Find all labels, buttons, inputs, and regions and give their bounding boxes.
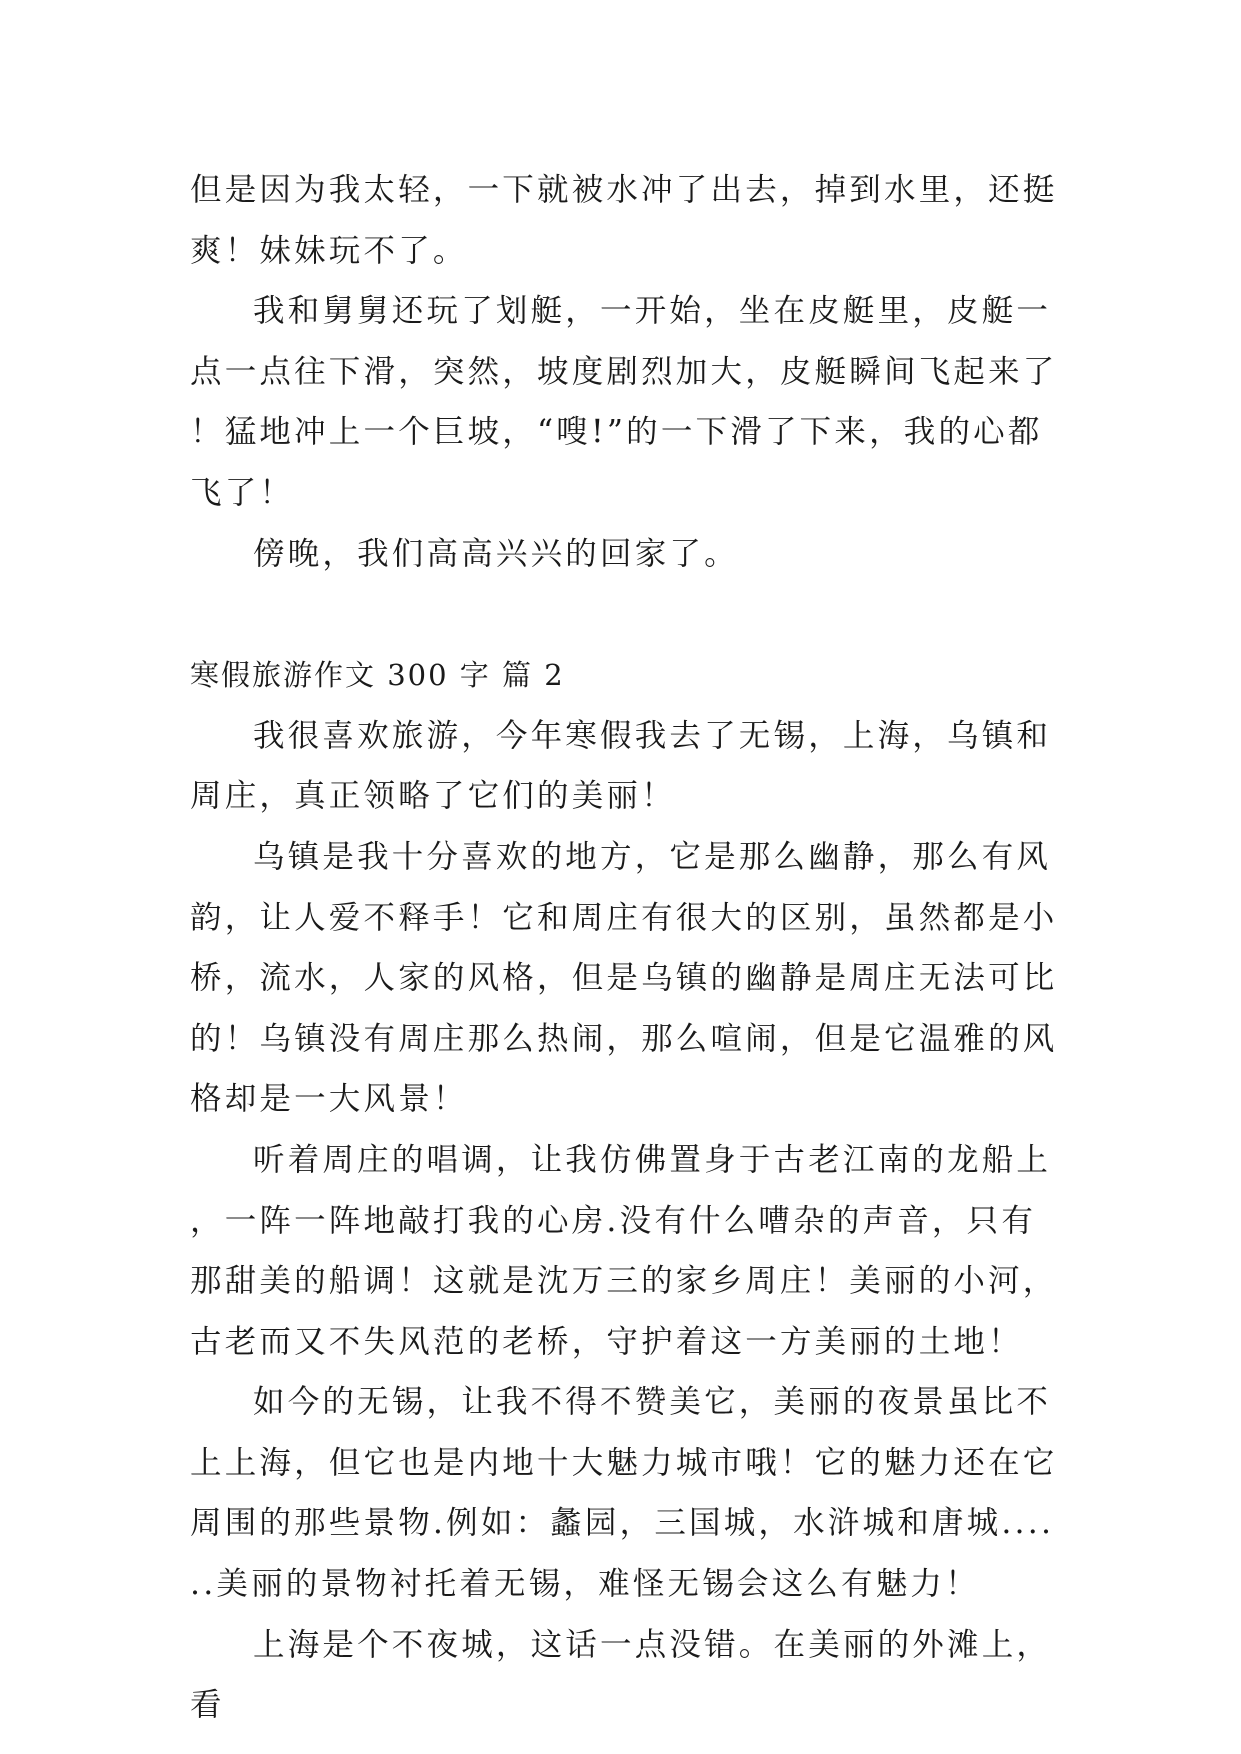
paragraph-wuzhen: 乌镇是我十分喜欢的地方，它是那么幽静，那么有风韵，让人爱不释手！它和周庄有很大的区别，虽然都是小桥，流水，人家的风格，但是乌镇的幽静是周庄无法可比的！乌镇没有周庄那么热闹，那么喧闹，但是它温雅的风格却是一大风景！ <box>190 838 1058 1118</box>
section-spacer <box>190 584 1060 645</box>
paragraph-shanghai: 上海是个不夜城，这话一点没错。在美丽的外滩上，看 <box>190 1626 1052 1724</box>
paragraph-rafting: 我和舅舅还玩了划艇，一开始，坐在皮艇里，皮艇一点一点往下滑，突然，坡度剧烈加大，皮艇瞬间飞起来了！猛地冲上一个巨坡，“嗖!”的一下滑了下来，我的心都飞了！ <box>190 293 1058 511</box>
paragraph-wuxi: 如今的无锡，让我不得不赞美它，美丽的夜景虽比不上上海，但它也是内地十大魅力城市哦！它的魅力还在它周围的那些景物.例如：蠡园，三国城，水浒城和唐城......美丽的景物衬托着无锡，难怪无锡会这么有魅力！ <box>190 1384 1058 1603</box>
document-body <box>190 160 1060 1736</box>
section-heading: 寒假旅游作文 300 字 篇 2 <box>190 658 565 693</box>
paragraph-zhouzhuang: 听着周庄的唱调，让我仿佛置身于古老江南的龙船上，一阵一阵地敲打我的心房.没有什么嘈杂的声音，只有那甜美的船调！这就是沈万三的家乡周庄！美丽的小河，古老而又不失风范的老桥，守护着这一方美丽的土地！ <box>190 1141 1058 1360</box>
paragraph-continuation: 但是因为我太轻，一下就被水冲了出去，掉到水里，还挺爽！妹妹玩不了。 <box>190 172 1058 269</box>
paragraph-evening: 傍晚，我们高高兴兴的回家了。 <box>253 535 739 572</box>
paragraph-intro: 我很喜欢旅游，今年寒假我去了无锡，上海，乌镇和周庄，真正领略了它们的美丽！ <box>190 717 1052 815</box>
